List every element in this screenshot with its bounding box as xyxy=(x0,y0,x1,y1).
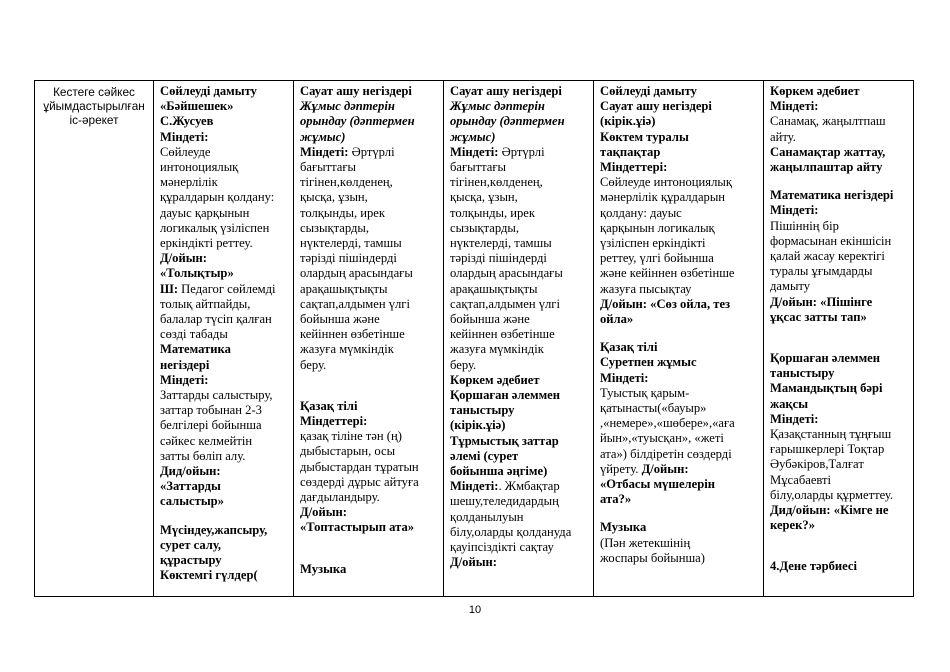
cell-text-line: негіздері xyxy=(160,357,210,372)
cell-text-line: сызықтарды, xyxy=(450,220,520,235)
cell-text-line: Міндеті: xyxy=(160,372,209,387)
cell-text-line: Кестеге сәйкес xyxy=(53,85,135,99)
cell-text-line: қауіпсіздікті сақтау xyxy=(450,540,554,555)
cell-text-line: дыбыстардан тұратын xyxy=(300,459,419,474)
cell-text-line: ,«немере»,«шөбере»,«аға xyxy=(600,416,735,431)
cell-text-line: Туыстық қарым- xyxy=(600,385,690,400)
cell-text-line: Математика негіздері xyxy=(770,188,894,203)
cell-text-line: қысқа, ұзын, xyxy=(300,190,368,205)
cell-text-line: туралы ұғымдарды xyxy=(770,264,873,279)
cell-text-line: шешу,теледидардың xyxy=(450,494,559,509)
cell-text-line: Санамақтар жаттау, xyxy=(770,144,886,159)
cell-text-line: нүктелерді, тамшы xyxy=(300,236,402,251)
cell-text-line: Мүсіндеу,жапсыру, xyxy=(160,522,268,537)
cell-text-line: 4.Дене тәрбиесі xyxy=(770,559,858,574)
cell-text-line: дағдыландыру. xyxy=(300,490,380,505)
column-activity-label xyxy=(35,81,154,596)
cell-text-line: Д/ойын: xyxy=(450,555,497,570)
cell-text-line: Д/ойын: xyxy=(300,505,347,520)
cell-text-line: Сөйлеуде интоноциялық xyxy=(600,175,732,190)
blank-line xyxy=(770,533,911,546)
cell-text-line: «Бәйшешек» xyxy=(160,99,234,114)
cell-text-line: (Пән жетекшінің xyxy=(600,535,691,550)
cell-text-line: Заттарды салыстыру, xyxy=(160,388,273,403)
cell-text-line: тәрізді пішіндерді xyxy=(300,251,397,266)
cell-text-line: керек?» xyxy=(770,518,815,533)
cell-text-line: Міндеті: Әртүрлі xyxy=(450,144,545,159)
cell-text-line: сақтап,алдымен үлгі xyxy=(300,296,410,311)
cell-text-line: жұмыс) xyxy=(300,129,346,144)
cell-text-line: Міндеттері: xyxy=(600,160,668,175)
cell-text-line: сақтап,алдымен үлгі xyxy=(450,296,560,311)
blank-line xyxy=(770,325,911,338)
cell-text-line: мәнерлілік құралдарын xyxy=(600,190,726,205)
cell-text-line: дауыс қарқынын xyxy=(160,205,250,220)
cell-text-line: сурет салу, xyxy=(160,537,222,552)
cell-text-line: Қазақ тілі xyxy=(300,398,358,413)
cell-text-line: қысқа, ұзын, xyxy=(450,190,518,205)
cell-text-line: интоноциялық xyxy=(160,160,239,175)
cell-text-line: тігінен,көлденең, xyxy=(450,175,543,190)
blank-line xyxy=(600,327,759,340)
cell-text-line: олардың арасындағы xyxy=(300,266,413,281)
cell-text-line: реттеу, үлгі бойынша xyxy=(600,251,714,266)
blank-line xyxy=(600,507,759,520)
cell-text-line: қалай жасау керектігі xyxy=(770,249,885,264)
cell-text-line: қарқынын логикалық xyxy=(600,220,715,235)
cell-text-line: Дид/ойын: «Кімге не xyxy=(770,503,889,518)
cell-text-line: Сауат ашу негіздері xyxy=(450,84,562,98)
column-day-1 xyxy=(154,81,294,596)
cell-text-line: қатынасты(«бауыр» xyxy=(600,401,707,416)
cell-text-line: және кейіннен өзбетінше xyxy=(600,266,735,281)
cell-text-line: тігінен,көлденең, xyxy=(300,175,393,190)
cell-text-line: Көктемгі гүлдер( xyxy=(160,568,258,583)
cell-text-line: Сөйлеуді дамыту xyxy=(600,84,697,98)
cell-text-line: Сауат ашу негіздері xyxy=(600,99,712,114)
cell-text-line: Қазақстанның тұңғыш xyxy=(770,427,892,442)
blank-line xyxy=(770,175,911,188)
cell-text-line: бойынша және xyxy=(450,312,530,327)
cell-text-line: Қоршаған әлеммен xyxy=(450,388,561,403)
cell-text-line: Сауат ашу негіздері xyxy=(300,84,412,98)
cell-text-line: Қоршаған әлеммен xyxy=(770,351,881,366)
cell-text-line: Жұмыс дәптерін xyxy=(450,99,545,114)
cell-text-line: логикалық үзіліспен xyxy=(160,220,270,235)
cell-text-line: ұйымдастырылған xyxy=(43,99,145,113)
cell-text-line: кейіннен өзбетінше xyxy=(300,327,405,342)
cell-text-line: арақашықтықты xyxy=(300,281,388,296)
cell-text-line: йын»,«туысқан», «жеті xyxy=(600,431,724,446)
schedule-table xyxy=(34,80,914,597)
cell-text-line: Суретпен жұмыс xyxy=(600,355,697,370)
cell-text-line: Мұсабаевті xyxy=(770,472,832,487)
cell-text-line: С.Жусуев xyxy=(160,114,214,129)
cell-text-line: Жұмыс дәптерін xyxy=(300,99,395,114)
cell-text-line: «Отбасы мүшелерін xyxy=(600,477,715,492)
cell-text-line: ойла» xyxy=(600,312,634,327)
cell-text-line: Ш: Педагог сөйлемді xyxy=(160,281,276,296)
cell-text-line: мәнерлілік xyxy=(160,175,218,190)
cell-text-line: салыстыр» xyxy=(160,494,224,509)
cell-text-line: Көктем туралы xyxy=(600,129,689,144)
cell-text-line: қазақ тіліне тән (ң) xyxy=(300,429,402,444)
cell-text-line: беру. xyxy=(300,357,327,372)
cell-text-line: Міндеті: xyxy=(770,99,819,114)
cell-text-line: Міндеті: xyxy=(160,129,209,144)
cell-text-line: «Топтастырып ата» xyxy=(300,520,415,535)
cell-text-line: тәрізді пішіндерді xyxy=(450,251,547,266)
cell-text-line: Сөйлеуді дамыту xyxy=(160,84,257,98)
cell-text-line: жазуға мүмкіндік xyxy=(450,342,544,357)
cell-text-line: Музыка xyxy=(600,520,647,535)
blank-line xyxy=(300,386,439,399)
cell-text-line: Міндеттері: xyxy=(300,414,368,429)
cell-text-line: білу,оларды құрметтеу. xyxy=(770,487,894,502)
cell-text-line: Қазақ тілі xyxy=(600,340,658,355)
cell-text-line: Міндеті: Әртүрлі xyxy=(300,144,395,159)
cell-text-line: Музыка xyxy=(300,561,347,576)
cell-text-line: Пішіннің бір xyxy=(770,218,839,233)
cell-text-line: кейіннен өзбетінше xyxy=(450,327,555,342)
cell-text-line: дыбыстарын, осы xyxy=(300,444,396,459)
cell-text-line: толық айтпайды, xyxy=(160,296,251,311)
column-day-3 xyxy=(444,81,594,596)
cell-text-line: арақашықтықты xyxy=(450,281,538,296)
cell-text-line: Д/ойын: «Пішінге xyxy=(770,294,873,309)
column-day-2 xyxy=(294,81,444,596)
cell-text-line: белгілері бойынша xyxy=(160,418,262,433)
blank-line xyxy=(160,510,289,523)
blank-line xyxy=(770,338,911,351)
cell-text-line: бойынша әңгіме) xyxy=(450,464,548,479)
cell-text-line: қолданылуын xyxy=(450,509,524,524)
cell-text-line: Міндеті:. Жмбақтар xyxy=(450,479,560,494)
cell-text-line: құрастыру xyxy=(160,553,222,568)
cell-text-line: білу,оларды қолдануда xyxy=(450,524,572,539)
cell-text-line: «Заттарды xyxy=(160,479,221,494)
cell-text-line: жазуға мүмкіндік xyxy=(300,342,394,357)
cell-text-line: бойынша және xyxy=(300,312,380,327)
cell-text-line: сызықтарды, xyxy=(300,220,370,235)
cell-text-line: жаңылпаштар айту xyxy=(770,160,883,175)
cell-text-line: Д/ойын: «Сөз ойла, тез xyxy=(600,296,731,311)
cell-text-line: Дид/ойын: xyxy=(160,464,221,479)
cell-text-line: Міндеті: xyxy=(770,411,819,426)
cell-text-line: Міндеті: xyxy=(600,370,649,385)
cell-text-line: үзіліспен еркіндікті xyxy=(600,236,706,251)
cell-text-line: еркіндікті реттеу. xyxy=(160,236,253,251)
cell-text-line: үйрету. Д/ойын: xyxy=(600,461,689,476)
cell-text-line: Міндеті: xyxy=(770,203,819,218)
cell-text-line: беру. xyxy=(450,357,477,372)
blank-line xyxy=(300,373,439,386)
cell-text-line: таныстыру xyxy=(770,366,835,381)
cell-text-line: формасынан екіншісін xyxy=(770,233,892,248)
cell-text-line: заттар тобынан 2-3 xyxy=(160,403,262,418)
cell-text-line: сәйкес келмейтін xyxy=(160,433,253,448)
blank-line xyxy=(300,536,439,549)
cell-text-line: жоспары бойынша) xyxy=(600,550,705,565)
cell-text-line: нүктелерді, тамшы xyxy=(450,236,552,251)
cell-text-line: жақсы xyxy=(770,396,809,411)
cell-text-line: Санамақ, жаңылтпаш xyxy=(770,114,886,129)
cell-text-line: тақпақтар xyxy=(600,144,661,159)
cell-text-line: Мамандықтың бәрі xyxy=(770,381,883,396)
column-day-5 xyxy=(764,81,914,596)
cell-text-line: қолдану: дауыс xyxy=(600,205,682,220)
cell-text-line: толқынды, ирек xyxy=(450,205,535,220)
cell-text-line: ғарышкерлері Тоқтар xyxy=(770,442,885,457)
cell-text-line: Математика xyxy=(160,342,231,357)
cell-text-line: затты бөліп алу. xyxy=(160,448,246,463)
cell-text-line: жұмыс) xyxy=(450,129,496,144)
cell-text-line: «Толықтыр» xyxy=(160,266,234,281)
column-day-4 xyxy=(594,81,764,596)
cell-text-line: құралдарын қолдану: xyxy=(160,190,275,205)
cell-text-line: ата?» xyxy=(600,492,632,507)
cell-text-line: ата») білдіретін сөздерді xyxy=(600,446,732,461)
cell-text-line: іс-әрекет xyxy=(69,113,119,127)
cell-text-line: толқынды, ирек xyxy=(300,205,385,220)
cell-text-line: сөзді табады xyxy=(160,327,228,342)
cell-text-line: таныстыру xyxy=(450,403,515,418)
page-number: 10 xyxy=(468,604,482,616)
cell-text-line: (кірік.ұіә) xyxy=(450,418,506,433)
blank-line xyxy=(770,546,911,559)
cell-text-line: Сөйлеуде xyxy=(160,144,211,159)
blank-line xyxy=(300,549,439,562)
cell-text-line: Тұрмыстық заттар xyxy=(450,433,559,448)
cell-text-line: Д/ойын: xyxy=(160,251,207,266)
cell-text-line: бағыттағы xyxy=(300,160,357,175)
cell-text-line: Әубәкіров,Талғат xyxy=(770,457,864,472)
cell-text-line: жазуға пысықтау xyxy=(600,281,692,296)
cell-text-line: Көркем әдебиет xyxy=(770,84,860,98)
cell-text-line: олардың арасындағы xyxy=(450,266,563,281)
cell-text-line: (кірік.ұіә) xyxy=(600,114,656,129)
cell-text-line: орындау (дәптермен xyxy=(450,114,565,129)
cell-text-line: дамыту xyxy=(770,279,811,294)
cell-text-line: балалар түсіп қалған xyxy=(160,312,272,327)
cell-text-line: сөздерді дұрыс айтуға xyxy=(300,474,419,489)
cell-text-line: бағыттағы xyxy=(450,160,507,175)
cell-text-line: ұқсас затты тап» xyxy=(770,309,867,324)
cell-text-line: Көркем әдебиет xyxy=(450,372,540,387)
cell-text-line: айту. xyxy=(770,129,796,144)
cell-text-line: әлемі (сурет xyxy=(450,448,519,463)
cell-text-line: орындау (дәптермен xyxy=(300,114,415,129)
